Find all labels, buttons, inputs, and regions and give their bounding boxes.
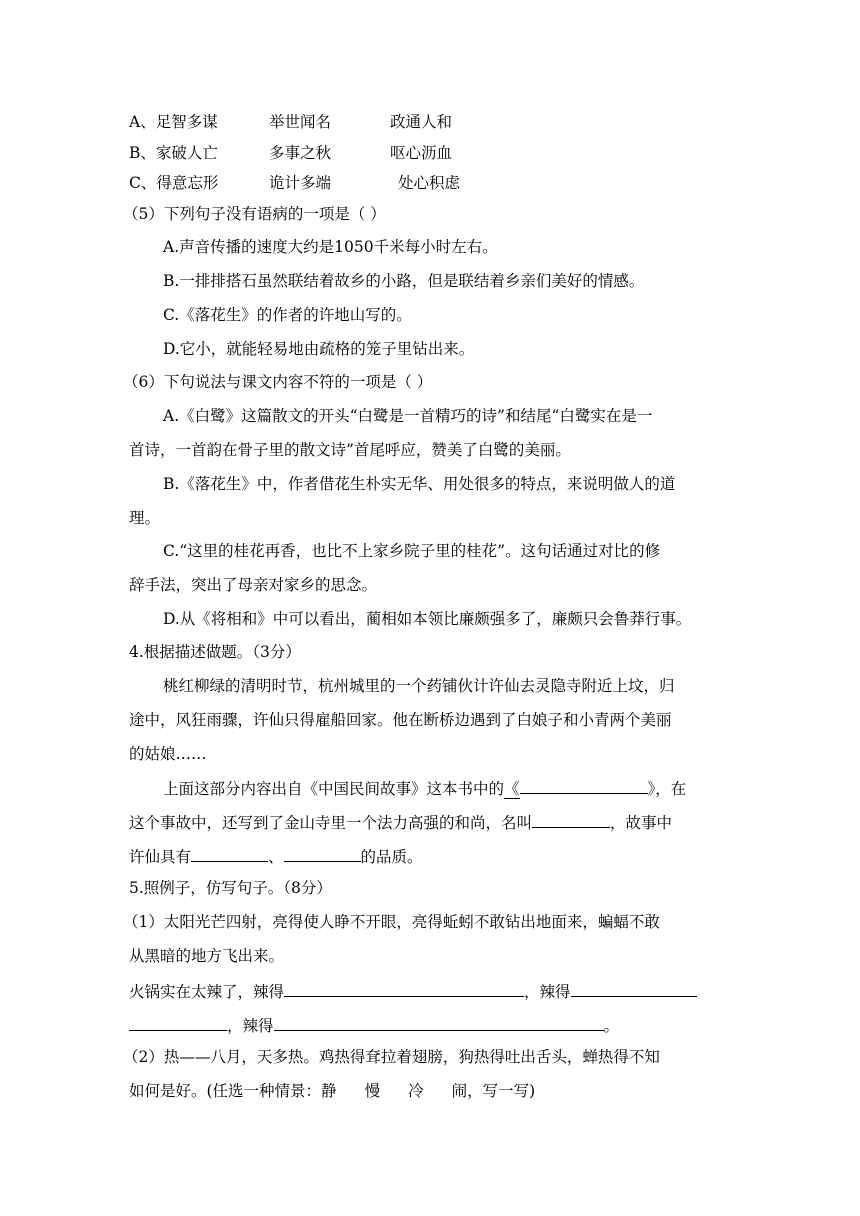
example-1-line-1: （1）太阳光芒四射，亮得使人睁不开眼，亮得蚯蚓不敢钻出地面来，蝙蝠不敢 (123, 913, 660, 931)
imitation-line-2-mid: ，辣得 (227, 1017, 274, 1035)
passage-line-3: 的姑娘…… (129, 745, 207, 763)
imitation-blank-1[interactable] (284, 980, 524, 997)
story-title-blank[interactable] (520, 777, 648, 794)
option-a-word2: 举世闻名 (269, 113, 332, 131)
passage-line-1: 桃红柳绿的清明时节，杭州城里的一个药铺伙计许仙去灵隐寺附近上坟，归 (163, 677, 675, 695)
question-5-stem: （5）下列句子没有语病的一项是（ ） (123, 205, 386, 223)
option-b-word3: 呕心沥血 (390, 144, 453, 162)
scene-option-cold: 冷 (408, 1082, 424, 1100)
option-b-word1: B、家破人亡 (129, 144, 218, 162)
question-4-sentence-3 (129, 845, 423, 867)
example-2-line-1: （2）热——八月，天多热。鸡热得耷拉着翅膀，狗热得吐出舌头，蝉热得不知 (123, 1048, 660, 1066)
sentence-2-text: 这个事故中，还写到了金山寺里一个法力高强的和尚，名叫 (129, 814, 533, 832)
passage-line-2: 途中，风狂雨骤，许仙只得雇船回家。他在断桥边遇到了白娘子和小青两个美丽 (129, 711, 672, 729)
imitation-line-2 (129, 1014, 619, 1036)
question-6-option-c-line1: C.“这里的桂花再香，也比不上家乡院子里的桂花”。这句话通过对比的修 (163, 542, 661, 560)
monk-name-blank[interactable] (532, 811, 610, 828)
question-4-heading: 4.根据描述做题。（3分） (129, 643, 301, 661)
question-5-option-a: A.声音传播的速度大约是1050千米每小时左右。 (163, 238, 498, 256)
imitation-line-1-mid: ，辣得 (524, 983, 571, 1001)
imitation-line-1 (129, 980, 697, 1002)
sentence-3-tail: 的品质。 (360, 848, 423, 866)
question-4-sentence-2 (129, 811, 672, 833)
question-6-option-b-line1: B.《落花生》中，作者借花生朴实无华、用处很多的特点，来说明做人的道 (163, 475, 676, 493)
quality-blank-1[interactable] (191, 845, 268, 862)
option-c-word1: C、得意忘形 (129, 174, 219, 192)
imitation-blank-3[interactable] (274, 1014, 604, 1031)
question-6-option-a-line2: 首诗，一首韵在骨子里的散文诗”首尾呼应，赞美了白鹭的美丽。 (129, 441, 571, 459)
scene-option-noisy: 闹，写一写) (451, 1082, 536, 1100)
question-6-option-c-line2: 辞手法，突出了母亲对家乡的思念。 (129, 576, 378, 594)
option-a-word3: 政通人和 (390, 113, 453, 131)
option-c-word3: 处心积虑 (398, 174, 461, 192)
question-6-option-b-line2: 理。 (129, 509, 161, 527)
imitation-line-1-text: 火锅实在太辣了，辣得 (129, 983, 285, 1001)
option-c-word2: 诡计多端 (269, 174, 332, 192)
question-5-option-b: B.一排排搭石虽然联结着故乡的小路，但是联结着乡亲们美好的情感。 (163, 272, 645, 290)
sentence-3-sep: 、 (268, 848, 284, 866)
imitation-blank-2-cont[interactable] (129, 1014, 227, 1031)
option-b-word2: 多事之秋 (269, 144, 332, 162)
question-5-option-c: C.《落花生》的作者的许地山写的。 (163, 306, 412, 324)
question-6-stem: （6）下句说法与课文内容不符的一项是（ ） (123, 373, 433, 391)
book-title-close: 》，在 (647, 780, 687, 798)
question-5-option-d: D.它小，就能轻易地由疏格的笼子里钻出来。 (163, 340, 475, 358)
question-5b-heading: 5.照例子，仿写句子。（8分） (129, 879, 332, 897)
option-a-word1: A、足智多谋 (129, 113, 218, 131)
example-2-text: 如何是好。(任选一种情景：静 (129, 1082, 337, 1100)
imitation-line-2-end: 。 (603, 1017, 620, 1035)
sentence-2-tail: ，故事中 (610, 814, 673, 832)
example-1-line-2: 从黑暗的地方飞出来。 (129, 947, 285, 965)
scene-option-slow: 慢 (364, 1082, 381, 1100)
question-6-option-a-line1: A.《白鹭》这篇散文的开头“白鹭是一首精巧的诗”和结尾“白鹭实在是一 (163, 407, 653, 425)
question-4-sentence-1 (163, 777, 686, 799)
imitation-blank-2[interactable] (571, 980, 697, 997)
example-2-line-2 (129, 1081, 535, 1101)
book-title-open: 《 (504, 780, 520, 798)
question-6-option-d: D.从《将相和》中可以看出，蔺相如本领比廉颇强多了，廉颇只会鲁莽行事。 (163, 610, 692, 628)
sentence-3-text: 许仙具有 (129, 848, 192, 866)
quality-blank-2[interactable] (284, 845, 361, 862)
sentence-1-text: 上面这部分内容出自《中国民间故事》这本书中的 (163, 780, 505, 798)
